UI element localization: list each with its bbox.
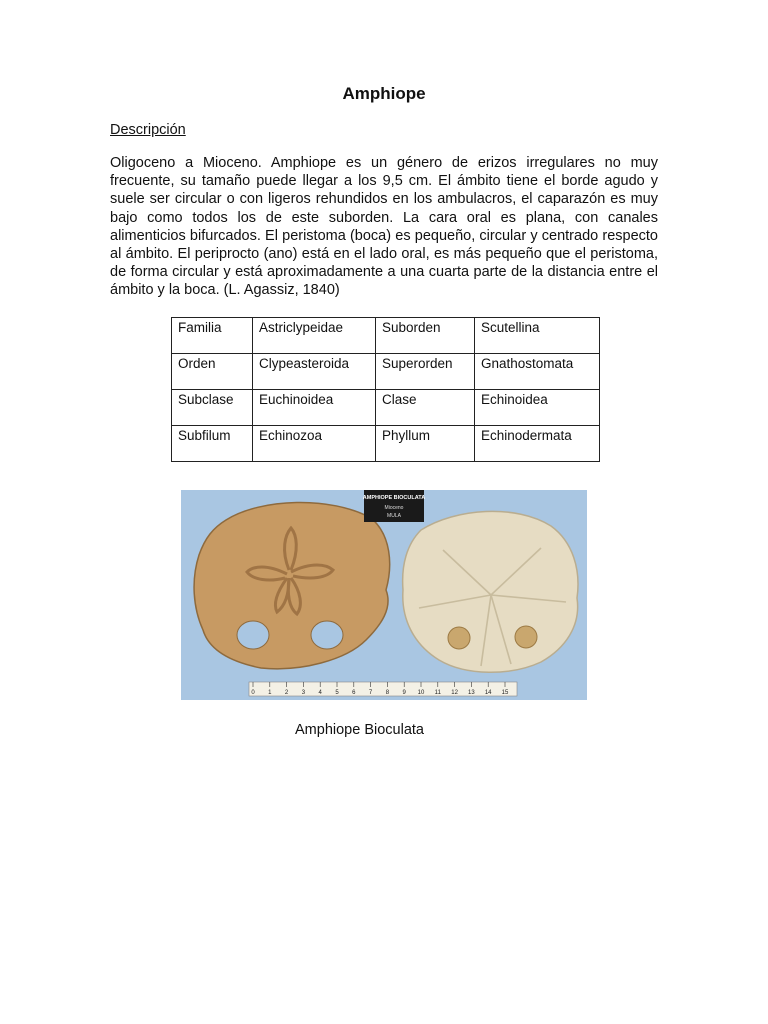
ruler-number: 4 xyxy=(318,690,322,696)
table-cell: Echinodermata xyxy=(475,426,600,462)
photo-caption: Amphiope Bioculata xyxy=(295,722,424,738)
table-cell: Orden xyxy=(172,354,253,390)
fossil-right xyxy=(403,511,578,672)
table-cell: Gnathostomata xyxy=(475,354,600,390)
table-row xyxy=(172,426,600,462)
ruler-number: 14 xyxy=(484,690,492,696)
ruler-number: 7 xyxy=(368,690,373,696)
description-paragraph: Oligoceno a Mioceno. Amphiope es un género de erizos irregulares no muy frecuente, su tamaño puede llegar a los 9,5 cm. El ámbito tiene el borde agudo y suele ser circular o con ligeros rehundidos en los ambulacros, el caparazón es muy bajo como todos los de este suborden. La cara oral es plana, con canales alimenticios bifurcados. El peristoma (boca) es pequeño, circular y centrado respecto al ámbito. El periprocto (ano) está en el lado oral, es más pequeño que el peristoma, de forma circular y está aproximadamente a una cuarta parte de la distancia entre el ámbito y la boca. (L. Agassiz, 1840) xyxy=(110,155,658,299)
ruler-number: 15 xyxy=(501,690,509,696)
page-title: Amphiope xyxy=(342,84,426,103)
ruler-number: 0 xyxy=(251,690,255,696)
table-cell: Familia xyxy=(172,318,253,354)
table-cell: Scutellina xyxy=(475,318,600,354)
table-cell: Clypeasteroida xyxy=(253,354,376,390)
ruler-number: 10 xyxy=(417,690,425,696)
table-cell: Superorden xyxy=(376,354,475,390)
table-cell: Astriclypeidae xyxy=(253,318,376,354)
table-cell: Clase xyxy=(376,390,475,426)
svg-text:Mioceno: Mioceno xyxy=(384,505,404,511)
section-heading: Descripción xyxy=(110,122,186,138)
fossil-left xyxy=(194,502,390,668)
table-cell: Echinoidea xyxy=(475,390,600,426)
table-cell: Phyllum xyxy=(376,426,475,462)
table-row xyxy=(172,318,600,354)
fossil-photo xyxy=(181,490,587,700)
ruler-number: 11 xyxy=(434,690,441,696)
ruler-number: 6 xyxy=(352,690,356,696)
table-cell: Echinozoa xyxy=(253,426,376,462)
ruler-number: 13 xyxy=(468,690,475,696)
ruler xyxy=(249,682,517,696)
svg-text:MULA: MULA xyxy=(387,513,401,519)
table-cell: Euchinoidea xyxy=(253,390,376,426)
ruler-number: 1 xyxy=(268,690,272,696)
svg-text:AMPHIOPE BIOCULATA: AMPHIOPE BIOCULATA xyxy=(362,495,426,501)
taxonomy-table xyxy=(171,317,600,462)
table-cell: Suborden xyxy=(376,318,475,354)
table-cell: Subfilum xyxy=(172,426,253,462)
ruler-number: 12 xyxy=(451,690,458,696)
table-cell: Subclase xyxy=(172,390,253,426)
ruler-number: 3 xyxy=(301,690,306,696)
ruler-number: 8 xyxy=(385,690,390,696)
table-row xyxy=(172,390,600,426)
ruler-number: 9 xyxy=(402,690,406,696)
ruler-number: 5 xyxy=(335,690,339,696)
table-row xyxy=(172,354,600,390)
ruler-number: 2 xyxy=(284,690,289,696)
specimen-label xyxy=(363,490,425,522)
